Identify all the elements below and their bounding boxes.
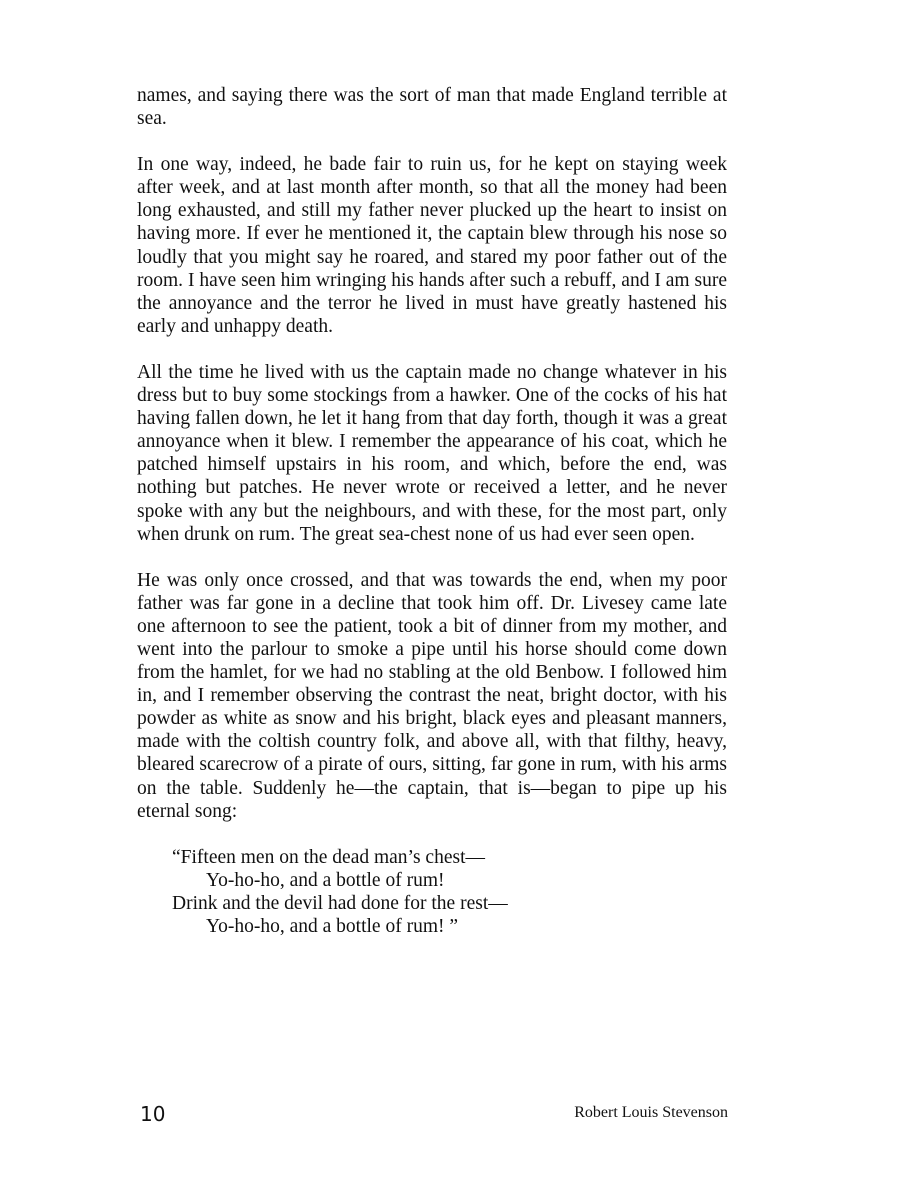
- verse-line: Drink and the devil had done for the rest—: [172, 892, 508, 914]
- verse-line: “Fifteen men on the dead man’s chest—: [172, 846, 485, 868]
- body-text: [137, 84, 727, 938]
- paragraph: All the time he lived with us the captain made no change whatever in his dress but to buy some stockings from a hawker. One of the cocks of his hat having fallen down, he let it hang from that day forth, though it was a great annoyance when it blew. I remember the appearance of his coat, which he patched himself upstairs in his room, and which, before the end, was nothing but patches. He never wrote or received a letter, and he never spoke with any but the neighbours, and with these, for the most part, only when drunk on rum. The great sea-chest none of us had ever seen open.: [137, 361, 727, 545]
- paragraph: names, and saying there was the sort of man that made England terrible at sea.: [137, 85, 727, 130]
- verse-block: [172, 846, 727, 938]
- verse-line-refrain: Yo-ho-ho, and a bottle of rum! ”: [206, 916, 459, 937]
- paragraph: In one way, indeed, he bade fair to ruin us, for he kept on staying week after week, and at last month after month, so that all the money had been long exhausted, and still my father never plucked up the heart to insist on having more. If ever he mentioned it, the captain blew through his nose so loudly that you might say he roared, and stared my poor father out of the room. I have seen him wringing his hands after such a rebuff, and I am sure the annoyance and the terror he lived in must have greatly hastened his early and unhappy death.: [137, 154, 727, 337]
- page-number: 10: [140, 1102, 166, 1126]
- verse-line-refrain: Yo-ho-ho, and a bottle of rum!: [206, 869, 445, 891]
- author-footer: Robert Louis Stevenson: [574, 1104, 728, 1121]
- paragraph: He was only once crossed, and that was towards the end, when my poor father was far gone in a decline that took him off. Dr. Livesey came late one afternoon to see the patient, took a bit of dinner from my mother, and went into the parlour to smoke a pipe until his horse should come down from the hamlet, for we had no stabling at the old Benbow. I followed him in, and I remember observing the contrast the neat, bright doctor, with his powder as white as snow and his bright, black eyes and pleasant manners, made with the coltish country folk, and above all, with that filthy, heavy, bleared scarecrow of a pirate of ours, sitting, far gone in rum, with his arms on the table. Suddenly he—the captain, that is—began to pipe up his eternal song:: [137, 569, 727, 822]
